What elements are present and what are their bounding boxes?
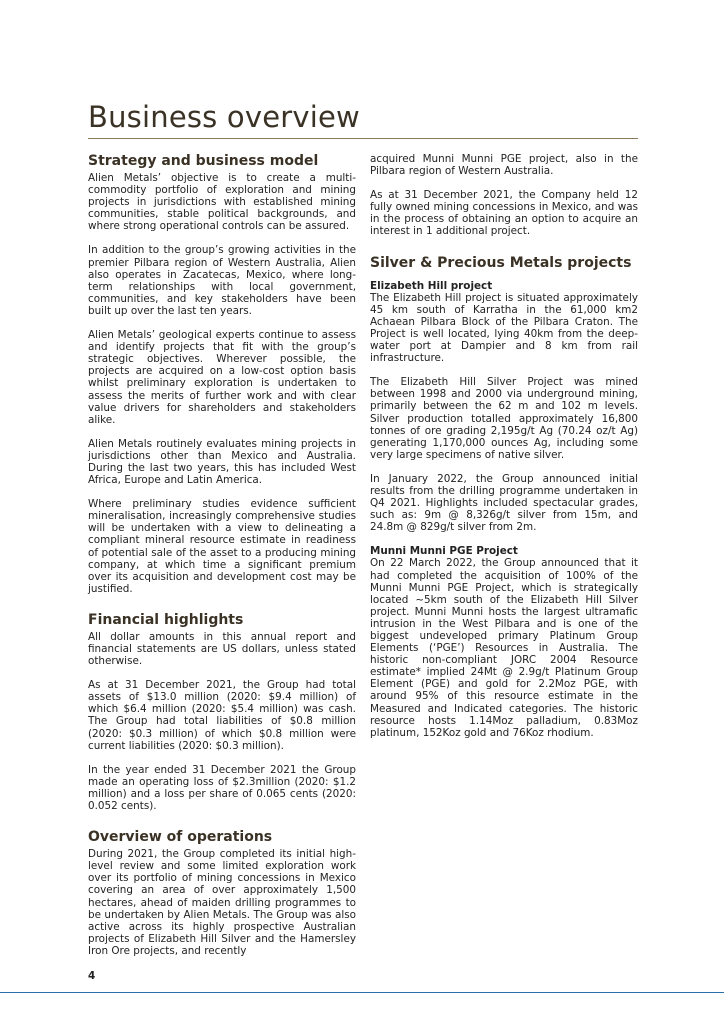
financial-paragraph-1: All dollar amounts in this annual report and financial statements are US dollars, unless stated otherwise. [88,630,356,668]
elizabeth-paragraph-3: In January 2022, the Group announced initial results from the drilling programme undertaken in Q4 2021. Highlights included spectacular grades, such as: 9m @ 8,326g/t silver from 15m, and 24.8m @ 829g/t silver from 2m. [370,472,638,534]
strategy-paragraph-1: Alien Metals’ objective is to create a multi-commodity portfolio of exploration and mining projects in jurisdictions with established mining communities, stable political backgrounds, and where strong operational controls can be assured. [88,172,356,233]
operations-paragraph-1: During 2021, the Group completed its initial high-level review and some limited exploration work over its portfolio of mining concessions in Mexico covering an area of over approximately 1,500 hectares, ahead of maiden drilling programmes to be undertaken by Alien Metals. The Group was also active across its highly prospective Australian projects of Elizabeth Hill Silver and the Hamersley Iron Ore projects, and recently [88,848,356,957]
page-number: 4 [88,970,96,982]
continued-paragraph-2: As at 31 December 2021, the Company held 12 fully owned mining concessions in Mexico, and was in the process of obtaining an option to acquire an interest in 1 additional project. [370,189,638,238]
left-column [88,153,356,957]
page-title: Business overview [88,100,360,134]
strategy-paragraph-3: Alien Metals’ geological experts continue to assess and identify projects that fit with the group’s strategic objectives. Wherever possible, the projects are acquired on a low-cost option basis whilst preliminary exploration is undertaken to assess the merits of further work and with clear value drivers for shareholders and stakeholders alike. [88,329,356,426]
strategy-heading: Strategy and business model [88,153,319,169]
silver-heading: Silver & Precious Metals projects [370,254,632,271]
strategy-paragraph-4: Alien Metals routinely evaluates mining projects in jurisdictions other than Mexico and Australia. During the last two years, this has included West Africa, Europe and Latin America. [88,437,356,487]
financial-paragraph-3: In the year ended 31 December 2021 the Group made an operating loss of $2.3million (2020: $1.2 million) and a loss per share of 0.065 cents (2020: 0.052 cents). [88,763,356,813]
continued-paragraph-1: acquired Munni Munni PGE project, also in the Pilbara region of Western Australia. [370,153,638,178]
strategy-paragraph-5: Where preliminary studies evidence sufficient mineralisation, increasingly comprehensive studies will be undertaken with a view to delineating a compliant mineral resource estimate in readiness of potential sale of the asset to a producing mining company, at which time a significant premium over its acquisition and development cost may be justified. [88,498,356,595]
elizabeth-hill-subheading: Elizabeth Hill project [370,279,493,292]
financial-paragraph-2: As at 31 December 2021, the Group had total assets of $13.0 million (2020: $9.4 million) of which $6.4 million (2020: $5.4 million) was cash. The Group had total liabilities of $0.8 million (2020: $0.3 million) of which $0.8 million were current liabilities (2020: $0.3 million). [88,679,356,752]
footer-divider [0,992,724,993]
elizabeth-paragraph-2: The Elizabeth Hill Silver Project was mined between 1998 and 2000 via underground mining, primarily between the 62 m and 102 m levels. Silver production totalled approximately 16,800 tonnes of ore grading 2,195g/t Ag (70.24 oz/t Ag) generating 1,170,000 ounces Ag, including some very large specimens of native silver. [370,376,638,461]
title-divider [88,138,638,139]
strategy-paragraph-2: In addition to the group’s growing activities in the premier Pilbara region of Western Australia, Alien also operates in Zacatecas, Mexico, where long-term relationships with local government, communities, and key stakeholders have been built up over the last ten years. [88,244,356,317]
munni-paragraph-1: On 22 March 2022, the Group announced that it had completed the acquisition of 100% of the Munni Munni PGE Project, which is strategically located ~5km south of the Elizabeth Hill Silver project. Munni Munni hosts the largest ultramafic intrusion in the West Pilbara and is one of the biggest undeveloped primary Platinum Group Elements (‘PGE’) Resources in Australia. The historic non-compliant JORC 2004 Resource estimate* implied 24Mt @ 2.9g/t Platinum Group Element (PGE) and gold for 2.2Moz PGE, with around 95% of this resource estimate in the Measured and Indicated categories. The historic resource hosts 1.14Moz palladium, 0.83Moz platinum, 152Koz gold and 76Koz rhodium. [370,557,638,739]
right-column [370,153,638,739]
elizabeth-paragraph-1: The Elizabeth Hill project is situated approximately 45 km south of Karratha in the 61,000 km2 Achaean Pilbara Block of the Pilbara Craton. The Project is well located, lying 40km from the deep-water port at Dampier and 8 km from rail infrastructure. [370,291,638,365]
financial-heading: Financial highlights [88,611,244,628]
operations-heading: Overview of operations [88,829,273,846]
munni-munni-subheading: Munni Munni PGE Project [370,545,518,558]
